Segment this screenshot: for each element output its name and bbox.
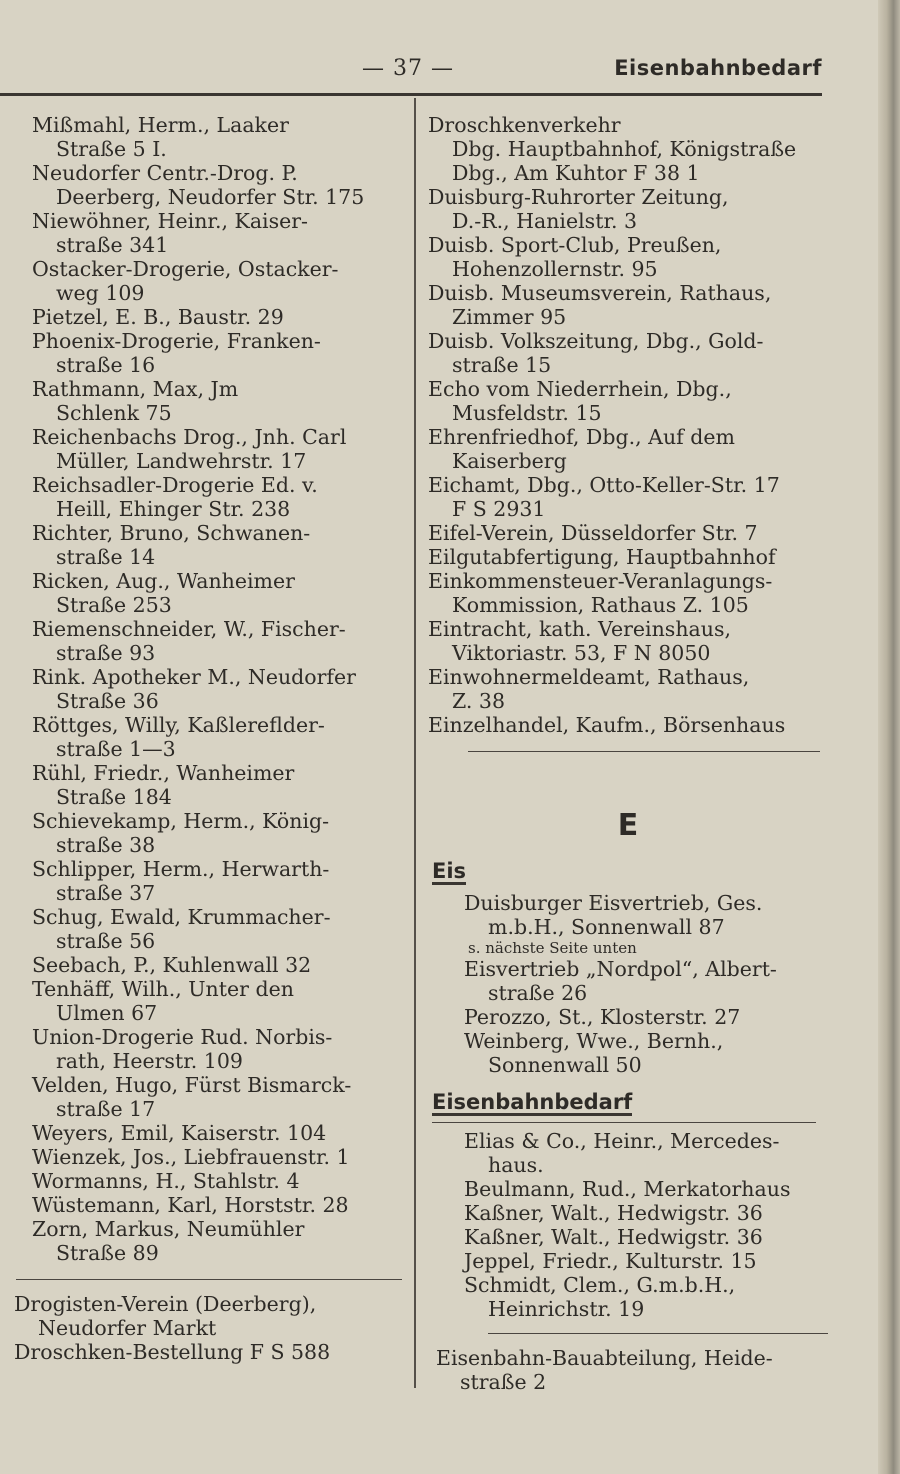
- directory-entry: [464, 1201, 828, 1225]
- entry-line: Droschkenverkehr: [428, 113, 621, 137]
- entry-line: Schievekamp, Herm., König-: [32, 809, 330, 833]
- entry-line: Rathmann, Max, Jm: [32, 377, 239, 401]
- left-footer-list: [14, 1292, 402, 1364]
- section-letter: E: [617, 808, 639, 843]
- entry-line: Duisb. Sport-Club, Preußen,: [428, 233, 722, 257]
- header-rule: [0, 93, 822, 96]
- entry-line: Neudorfer Centr.-Drog. P.: [32, 161, 298, 185]
- entry-line: Phoenix-Drogerie, Franken-: [32, 329, 321, 353]
- entry-continuation: straße 2: [460, 1370, 547, 1394]
- entry-continuation: Straße 5 I.: [56, 137, 167, 161]
- entry-continuation: D.-R., Hanielstr. 3: [452, 209, 638, 233]
- directory-entry: [32, 1121, 402, 1145]
- directory-entry: [428, 281, 828, 329]
- right-entry-list: [428, 113, 828, 737]
- directory-entry: [32, 521, 402, 569]
- entry-continuation: F S 2931: [452, 497, 546, 521]
- left-section-rule: [16, 1279, 402, 1280]
- directory-entry: [428, 377, 828, 425]
- entry-continuation: Sonnenwall 50: [488, 1053, 642, 1077]
- entry-continuation: rath, Heerstr. 109: [56, 1049, 243, 1073]
- directory-entry: [32, 377, 402, 425]
- directory-entry: [464, 1177, 828, 1201]
- entry-line: Echo vom Niederrhein, Dbg.,: [428, 377, 732, 401]
- right-section-rule: [468, 751, 820, 752]
- entry-continuation: Musfeldstr. 15: [452, 401, 602, 425]
- directory-entry: [464, 1249, 828, 1273]
- entry-line: Eisvertrieb „Nordpol“, Albert-: [464, 957, 777, 981]
- entry-continuation: straße 15: [452, 353, 552, 377]
- directory-entry: [464, 957, 828, 1005]
- entry-line: Ehrenfriedhof, Dbg., Auf dem: [428, 425, 735, 449]
- directory-entry: [32, 1193, 402, 1217]
- group-heading-eis: Eis: [432, 859, 467, 883]
- entry-line: Ricken, Aug., Wanheimer: [32, 569, 295, 593]
- entry-line: Eintracht, kath. Vereinshaus,: [428, 617, 731, 641]
- entry-continuation: straße 37: [56, 881, 156, 905]
- entry-continuation: straße 14: [56, 545, 156, 569]
- directory-entry: [32, 617, 402, 665]
- directory-entry: [428, 425, 828, 473]
- directory-entry: [32, 713, 402, 761]
- entry-line: Duisb. Museumsverein, Rathaus,: [428, 281, 772, 305]
- directory-entry: [464, 1029, 828, 1077]
- entry-line: Pietzel, E. B., Baustr. 29: [32, 305, 284, 329]
- entry-line: Seebach, P., Kuhlenwall 32: [32, 953, 312, 977]
- directory-entry: [428, 521, 828, 545]
- entry-line: Weinberg, Wwe., Bernh.,: [464, 1029, 724, 1053]
- left-column: [14, 113, 402, 1364]
- entry-line: Elias & Co., Heinr., Mercedes-: [464, 1129, 780, 1153]
- entry-continuation: Zimmer 95: [452, 305, 567, 329]
- directory-entry: [464, 1273, 828, 1321]
- directory-entry: [32, 857, 402, 905]
- directory-entry: [32, 1025, 402, 1073]
- entry-line: Schlipper, Herm., Herwarth-: [32, 857, 330, 881]
- entry-continuation: Müller, Landwehrstr. 17: [56, 449, 307, 473]
- entry-line: Duisburger Eisvertrieb, Ges.: [464, 891, 763, 915]
- right-footer-rule: [488, 1333, 828, 1334]
- entry-line: Einzelhandel, Kaufm., Börsenhaus: [428, 713, 786, 737]
- page-number: — 37 —: [362, 56, 454, 81]
- entry-line: Wüstemann, Karl, Horststr. 28: [32, 1193, 349, 1217]
- right-footer-list: [436, 1346, 828, 1394]
- entry-line: Reichenbachs Drog., Jnh. Carl: [32, 425, 347, 449]
- entry-line: Mißmahl, Herm., Laaker: [32, 113, 289, 137]
- entry-continuation: straße 26: [488, 981, 588, 1005]
- eis-entry-list: [428, 891, 828, 939]
- entry-continuation: Straße 89: [56, 1241, 159, 1265]
- entry-continuation: Kaiserberg: [452, 449, 567, 473]
- entry-continuation: straße 16: [56, 353, 156, 377]
- entry-continuation: weg 109: [56, 281, 145, 305]
- directory-entry: [32, 569, 402, 617]
- entry-continuation: Straße 184: [56, 785, 172, 809]
- column-divider: [414, 98, 416, 1388]
- directory-entry: [464, 1129, 828, 1177]
- directory-entry: [32, 665, 402, 713]
- entry-line: Schug, Ewald, Krummacher-: [32, 905, 331, 929]
- directory-entry: [32, 1145, 402, 1169]
- entry-line: Eisenbahn-Bauabteilung, Heide-: [436, 1346, 773, 1370]
- eis-entry-list-2: [428, 957, 828, 1077]
- directory-entry: [32, 257, 402, 305]
- running-head: Eisenbahnbedarf: [614, 56, 822, 80]
- right-column: [428, 113, 828, 1394]
- entry-line: Droschken-Bestellung F S 588: [14, 1340, 331, 1364]
- entry-continuation: straße 56: [56, 929, 156, 953]
- entry-line: Schmidt, Clem., G.m.b.H.,: [464, 1273, 736, 1297]
- directory-entry: [428, 473, 828, 521]
- directory-entry: [428, 113, 828, 185]
- directory-entry: [32, 113, 402, 161]
- directory-entry: [32, 1217, 402, 1265]
- entry-continuation: Kommission, Rathaus Z. 105: [452, 593, 749, 617]
- entry-continuation: straße 93: [56, 641, 156, 665]
- directory-entry: [436, 1346, 828, 1394]
- entry-line: Zorn, Markus, Neumühler: [32, 1217, 305, 1241]
- directory-entry: [428, 545, 828, 569]
- directory-entry: [428, 569, 828, 617]
- entry-continuation: Straße 36: [56, 689, 159, 713]
- entry-line: Eifel-Verein, Düsseldorfer Str. 7: [428, 521, 758, 545]
- directory-entry: [428, 329, 828, 377]
- directory-entry: [464, 891, 828, 939]
- entry-continuation: Ulmen 67: [56, 1001, 158, 1025]
- directory-entry: [14, 1292, 402, 1340]
- entry-line: Union-Drogerie Rud. Norbis-: [32, 1025, 333, 1049]
- left-entry-list: [32, 113, 402, 1265]
- directory-entry: [32, 161, 402, 209]
- entry-line: Duisburg-Ruhrorter Zeitung,: [428, 185, 729, 209]
- entry-continuation: Deerberg, Neudorfer Str. 175: [56, 185, 365, 209]
- entry-continuation: straße 38: [56, 833, 156, 857]
- entry-line: Beulmann, Rud., Merkatorhaus: [464, 1177, 791, 1201]
- directory-entry: [428, 617, 828, 665]
- group-rule: [432, 1122, 816, 1123]
- cross-reference-note: s. nächste Seite unten: [468, 939, 637, 957]
- group-heading-eisenbahnbedarf: Eisenbahnbedarf: [432, 1090, 633, 1114]
- entry-line: Riemenschneider, W., Fischer-: [32, 617, 346, 641]
- entry-line: Tenhäff, Wilh., Unter den: [32, 977, 294, 1001]
- entry-continuation: straße 1—3: [56, 737, 176, 761]
- entry-continuation: Straße 253: [56, 593, 172, 617]
- entry-continuation: Z. 38: [452, 689, 506, 713]
- directory-entry: [428, 185, 828, 233]
- entry-line: Eilgutabfertigung, Hauptbahnhof: [428, 545, 776, 569]
- entry-continuation: Dbg., Am Kuhtor F 38 1: [452, 161, 700, 185]
- entry-line: Kaßner, Walt., Hedwigstr. 36: [464, 1201, 763, 1225]
- directory-entry: [14, 1340, 402, 1364]
- directory-entry: [32, 1169, 402, 1193]
- directory-entry: [32, 977, 402, 1025]
- entry-line: Eichamt, Dbg., Otto-Keller-Str. 17: [428, 473, 780, 497]
- entry-continuation: Heinrichstr. 19: [488, 1297, 645, 1321]
- entry-line: Niewöhner, Heinr., Kaiser-: [32, 209, 308, 233]
- entry-line: Drogisten-Verein (Deerberg),: [14, 1292, 317, 1316]
- entry-line: Ostacker-Drogerie, Ostacker-: [32, 257, 339, 281]
- directory-entry: [32, 473, 402, 521]
- entry-line: Wormanns, H., Stahlstr. 4: [32, 1169, 300, 1193]
- entry-continuation: Dbg. Hauptbahnhof, Königstraße: [452, 137, 797, 161]
- entry-line: Perozzo, St., Klosterstr. 27: [464, 1005, 741, 1029]
- entry-line: Rink. Apotheker M., Neudorfer: [32, 665, 356, 689]
- entry-continuation: Hohenzollernstr. 95: [452, 257, 658, 281]
- entry-continuation: m.b.H., Sonnenwall 87: [488, 915, 725, 939]
- directory-entry: [428, 713, 828, 737]
- entry-continuation: Heill, Ehinger Str. 238: [56, 497, 291, 521]
- entry-continuation: Viktoriastr. 53, F N 8050: [452, 641, 711, 665]
- page-header: [0, 56, 860, 90]
- entry-continuation: straße 341: [56, 233, 169, 257]
- entry-line: Velden, Hugo, Fürst Bismarck-: [32, 1073, 352, 1097]
- entry-line: Duisb. Volkszeitung, Dbg., Gold-: [428, 329, 764, 353]
- entry-line: Reichsadler-Drogerie Ed. v.: [32, 473, 318, 497]
- directory-entry: [464, 1005, 828, 1029]
- entry-line: Einkommensteuer-Veranlagungs-: [428, 569, 773, 593]
- entry-line: Richter, Bruno, Schwanen-: [32, 521, 311, 545]
- entry-continuation: Schlenk 75: [56, 401, 172, 425]
- entry-continuation: straße 17: [56, 1097, 156, 1121]
- entry-continuation: Neudorfer Markt: [38, 1316, 217, 1340]
- directory-entry: [32, 761, 402, 809]
- directory-entry: [32, 809, 402, 857]
- entry-line: Rühl, Friedr., Wanheimer: [32, 761, 295, 785]
- page-edge: [878, 0, 900, 1474]
- entry-line: Einwohnermeldeamt, Rathaus,: [428, 665, 750, 689]
- directory-entry: [464, 1225, 828, 1249]
- entry-line: Röttges, Willy, Kaßlereflder-: [32, 713, 325, 737]
- entry-line: Jeppel, Friedr., Kulturstr. 15: [464, 1249, 757, 1273]
- directory-entry: [32, 209, 402, 257]
- entry-continuation: haus.: [488, 1153, 544, 1177]
- eisenbahnbedarf-entry-list: [428, 1129, 828, 1321]
- entry-line: Weyers, Emil, Kaiserstr. 104: [32, 1121, 327, 1145]
- directory-entry: [32, 1073, 402, 1121]
- directory-entry: [32, 305, 402, 329]
- entry-line: Wienzek, Jos., Liebfrauenstr. 1: [32, 1145, 350, 1169]
- directory-entry: [428, 233, 828, 281]
- directory-entry: [428, 665, 828, 713]
- directory-entry: [32, 425, 402, 473]
- directory-entry: [32, 905, 402, 953]
- entry-line: Kaßner, Walt., Hedwigstr. 36: [464, 1225, 763, 1249]
- directory-entry: [32, 329, 402, 377]
- directory-entry: [32, 953, 402, 977]
